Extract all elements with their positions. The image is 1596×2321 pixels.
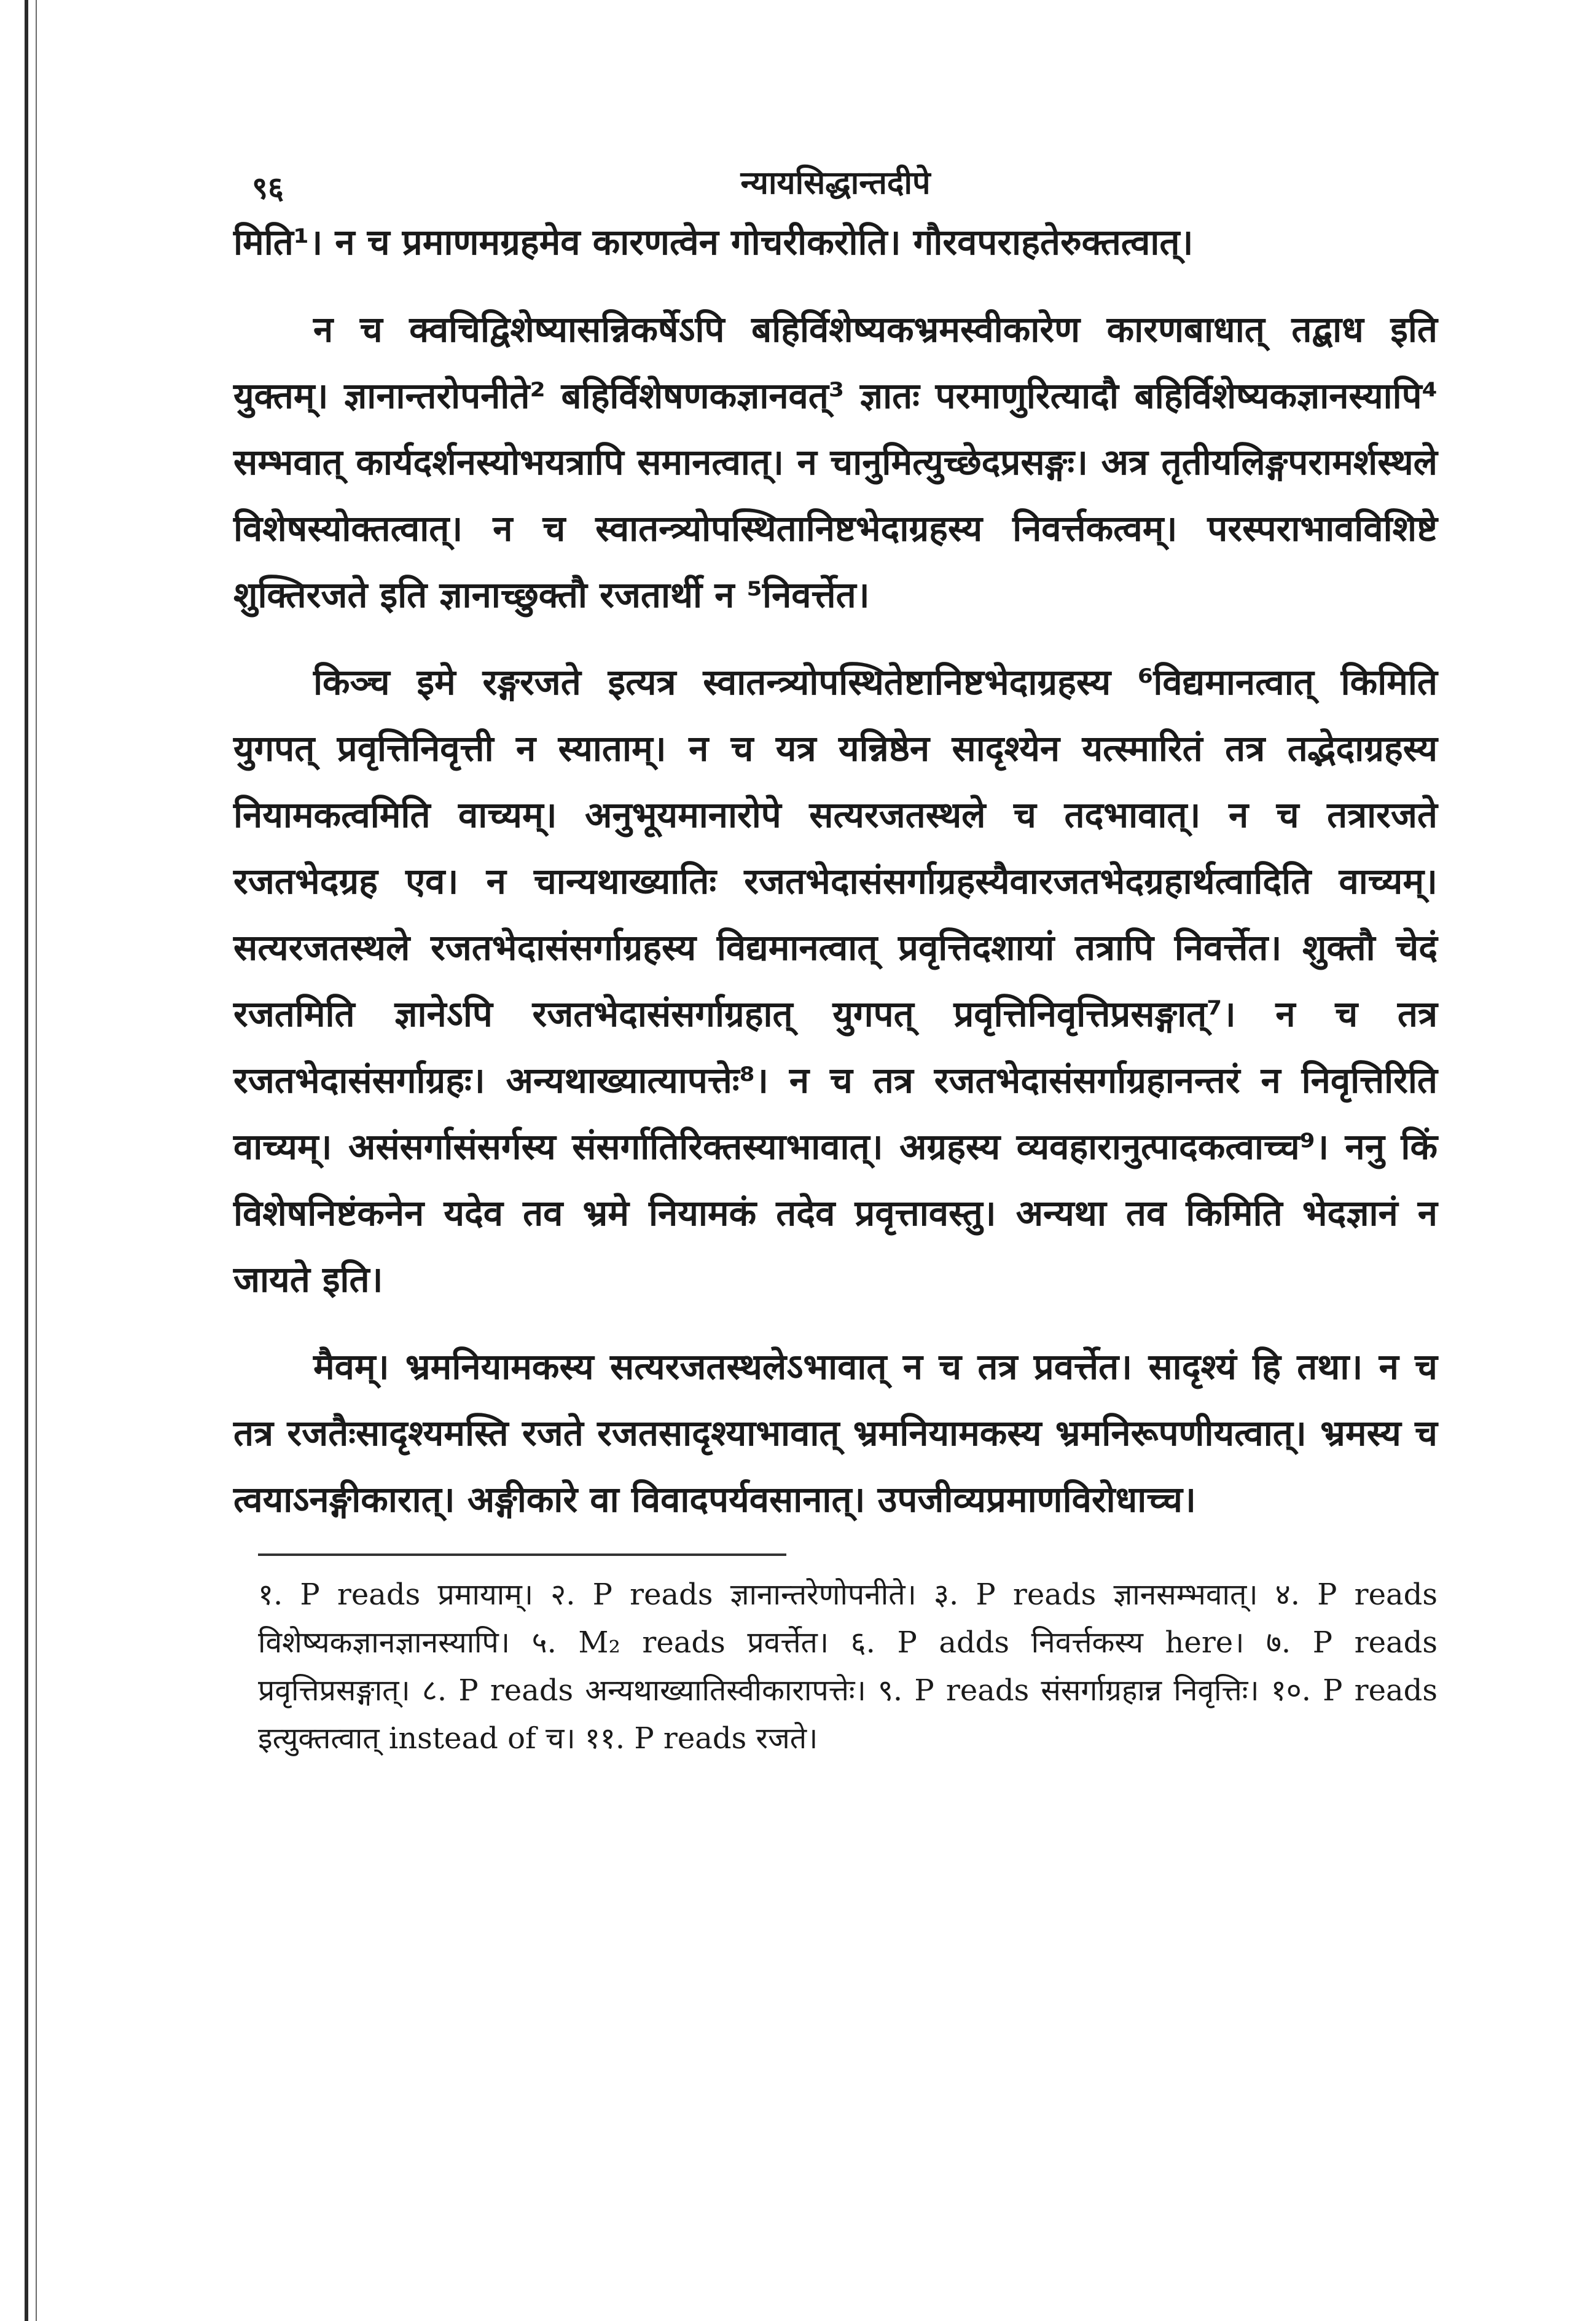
document-page [233,141,1438,1762]
paragraph-4: मैवम्। भ्रमनियामकस्य सत्यरजतस्थलेऽभावात् न च तत्र प्रवर्त्तेत। सादृश्यं हि तथा। न च तत्र रजतैःसादृश्यमस्ति रजते रजतसादृश्याभावात् भ्रमनियामकस्य भ्रमनिरूपणीयत्वात्। भ्रमस्य च त्वयाऽनङ्गीकारात्। अङ्गीकारे वा विवादपर्यवसानात्। उपजीव्यप्रमाणविरोधाच्च। [233,1346,1438,1520]
paragraph-1: मिति¹। न च प्रमाणमग्रहमेव कारणत्वेन गोचरीकरोति। गौरवपराहतेरुक्तत्वात्। [233,221,1194,263]
main-text [233,209,1438,1533]
running-title: न्यायसिद्धान्तदीपे [740,165,931,202]
scan-edge-line [36,0,37,2321]
scan-edge-shadow [25,0,28,2321]
footnote-divider [258,1553,786,1556]
footnotes [233,1571,1438,1762]
page-number: ९६ [252,170,284,206]
paragraph-2: न च क्वचिद्विशेष्यासन्निकर्षेऽपि बहिर्विशेष्यकभ्रमस्वीकारेण कारणबाधात् तद्बाध इति युक्तम्। ज्ञानान्तरोपनीते² बहिर्विशेषणकज्ञानवत्³ ज्ञातः परमाणुरित्यादौ बहिर्विशेष्यकज्ञानस्यापि⁴ सम्भवात् कार्यदर्शनस्योभयत्रापि समानत्वात्। न चानुमित्युच्छेदप्रसङ्गः। अत्र तृतीयलिङ्गपरामर्शस्थले विशेषस्योक्तत्वात्। न च स्वातन्त्र्योपस्थितानिष्टभेदाग्रहस्य निवर्त्तकत्वम्। परस्पराभावविशिष्टे शुक्तिरजते इति ज्ञानाच्छुक्तौ रजतार्थी न ⁵निवर्त्तेत। [233,308,1438,616]
page-header [233,141,1438,209]
footnote-block: १. P reads प्रमायाम्। २. P reads ज्ञानान्तरेणोपनीते। ३. P reads ज्ञानसम्भवात्। ४. P reads विशेष्यकज्ञानज्ञानस्यापि। ५. M₂ reads प्रवर्त्तेत। ६. P adds निवर्त्तकस्य here। ७. P reads प्रवृत्तिप्रसङ्गात्। ८. P reads अन्यथाख्यातिस्वीकारापत्तेः। ९. P reads संसर्गाग्रहान्न निवृत्तिः। १०. P reads इत्युक्तत्वात् instead of च। ११. P reads रजते। [258,1577,1438,1756]
paragraph-3: किञ्च इमे रङ्गरजते इत्यत्र स्वातन्त्र्योपस्थितेष्टानिष्टभेदाग्रहस्य ⁶विद्यमानत्वात् किमिति युगपत् प्रवृत्तिनिवृत्ती न स्याताम्। न च यत्र यन्निष्ठेन सादृश्येन यत्स्मारितं तत्र तद्भेदाग्रहस्य नियामकत्वमिति वाच्यम्। अनुभूयमानारोपे सत्यरजतस्थले च तदभावात्। न च तत्रारजते रजतभेदग्रह एव। न चान्यथाख्यातिः रजतभेदासंसर्गाग्रहस्यैवारजतभेदग्रहार्थत्वादिति वाच्यम्। सत्यरजतस्थले रजतभेदासंसर्गाग्रहस्य विद्यमानत्वात् प्रवृत्तिदशायां तत्रापि निवर्त्तेत। शुक्तौ चेदं रजतमिति ज्ञानेऽपि रजतभेदासंसर्गाग्रहात् युगपत् प्रवृत्तिनिवृत्तिप्रसङ्गात्⁷। न च तत्र रजतभेदासंसर्गाग्रहः। अन्यथाख्यात्यापत्तेः⁸। न च तत्र रजतभेदासंसर्गाग्रहानन्तरं न निवृत्तिरिति वाच्यम्। असंसर्गासंसर्गस्य संसर्गातिरिक्तस्याभावात्। अग्रहस्य व्यवहारानुत्पादकत्वाच्च⁹। ननु किं विशेषनिष्टंकनेन यदेव तव भ्रमे नियामकं तदेव प्रवृत्तावस्तु। अन्यथा तव किमिति भेदज्ञानं न जायते इति। [233,661,1438,1300]
